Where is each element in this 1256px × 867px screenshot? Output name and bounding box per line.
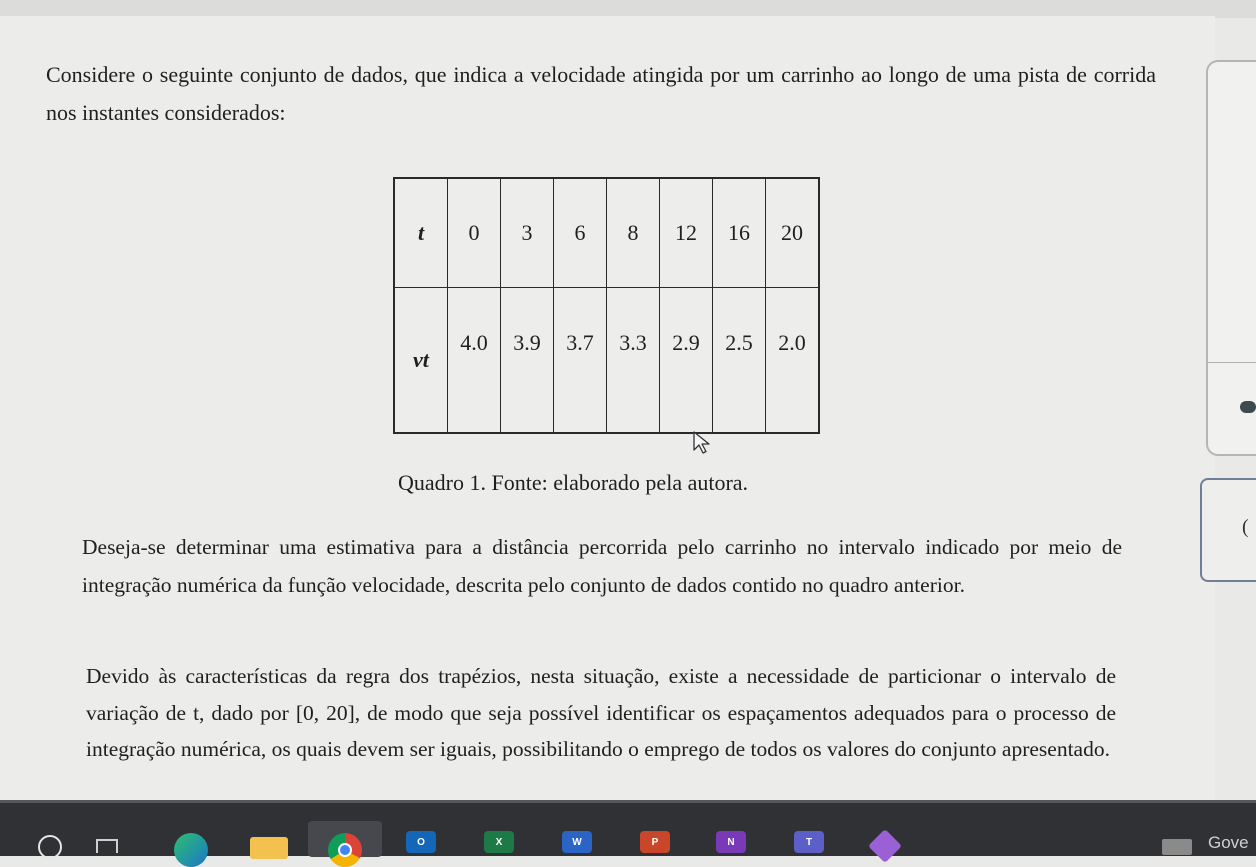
table-cell: 2.5 — [713, 288, 766, 433]
outlook-icon[interactable] — [406, 831, 436, 853]
onenote-label: N — [727, 836, 735, 848]
powerpoint-icon[interactable] — [640, 831, 670, 853]
table-cell: 3 — [501, 178, 554, 288]
table-cell: 16 — [713, 178, 766, 288]
table-row-header — [394, 178, 448, 288]
table-cell: 4.0 — [448, 288, 501, 433]
table-cell: 8 — [607, 178, 660, 288]
table-cell: 2.9 — [660, 288, 713, 433]
search-icon[interactable] — [38, 835, 62, 859]
row-header-label: t — [417, 220, 425, 245]
outlook-label: O — [417, 836, 425, 848]
table-cell: 12 — [660, 178, 713, 288]
teams-icon[interactable] — [794, 831, 824, 853]
table-cell: 0 — [448, 178, 501, 288]
table-row — [394, 288, 819, 433]
chrome-icon[interactable] — [328, 833, 362, 867]
table-cell: 3.7 — [554, 288, 607, 433]
excel-label: X — [495, 836, 503, 848]
onenote-icon[interactable] — [716, 831, 746, 853]
excel-icon[interactable] — [484, 831, 514, 853]
word-label: W — [572, 836, 582, 848]
side-card-icon: ( — [1242, 516, 1249, 538]
goal-paragraph: Deseja-se determinar uma estimativa para a distância percorrida pelo carrinho no intervalo indicado por meio de integração numérica da função velocidade, descrita pelo conjunto de dados contido no quadro anterior. — [82, 535, 1122, 597]
table-cell: 3.3 — [607, 288, 660, 433]
table-cell: 2.0 — [766, 288, 820, 433]
side-panel[interactable] — [1206, 60, 1256, 456]
velocity-table — [393, 177, 820, 434]
side-card[interactable] — [1200, 478, 1256, 582]
taskbar — [0, 800, 1256, 856]
powerpoint-label: P — [651, 836, 659, 848]
teams-label: T — [805, 836, 813, 848]
table-row-header — [394, 288, 448, 433]
row-header-label: vt — [413, 346, 429, 372]
edge-icon[interactable] — [174, 833, 208, 867]
file-explorer-icon[interactable] — [250, 837, 288, 859]
tray-text[interactable]: Gove — [1208, 833, 1249, 852]
side-panel-toggle-icon[interactable] — [1240, 401, 1256, 413]
visual-studio-icon[interactable] — [868, 829, 902, 863]
method-paragraph: Devido às características da regra dos trapézios, nesta situação, existe a necessidade de particionar o intervalo de variação de t, dado por [0, 20], de modo que seja possível identificar os espaçamentos adequados para o processo de integração numérica, os quais devem ser iguais, possibilitando o emprego de todos os valores do conjunto apresentado. — [86, 664, 1116, 761]
mouse-pointer-icon — [692, 430, 714, 461]
task-view-icon[interactable] — [96, 839, 118, 853]
table-cell: 6 — [554, 178, 607, 288]
word-icon[interactable] — [562, 831, 592, 853]
table-cell: 3.9 — [501, 288, 554, 433]
table-row — [394, 178, 819, 288]
table-caption: Quadro 1. Fonte: elaborado pela autora. — [398, 470, 749, 495]
table-cell: 20 — [766, 178, 820, 288]
intro-paragraph: Considere o seguinte conjunto de dados, que indica a velocidade atingida por um carrinho ao longo de uma pista de corrida nos instantes considerados: — [46, 62, 1156, 125]
side-panel-divider — [1208, 362, 1256, 363]
